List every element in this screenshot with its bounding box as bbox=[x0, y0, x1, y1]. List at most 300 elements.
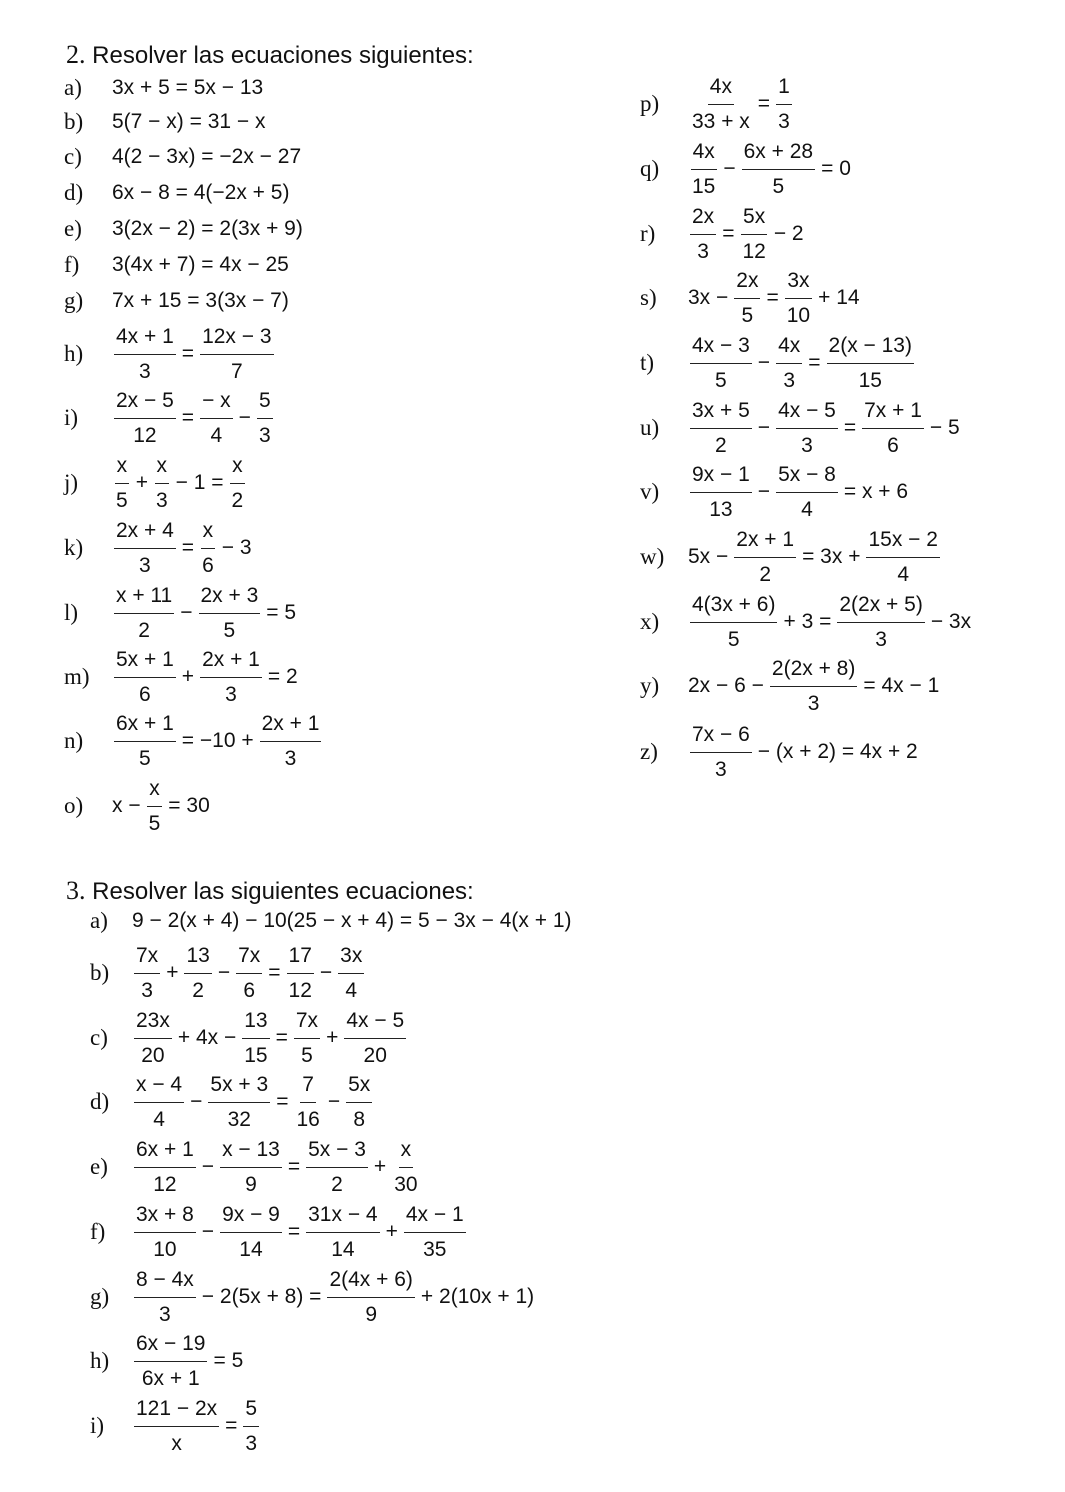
exercise-label: z) bbox=[640, 739, 658, 764]
equation-text: = bbox=[287, 1155, 301, 1178]
fraction bbox=[730, 268, 764, 329]
denominator: 12 bbox=[288, 978, 312, 1002]
denominator: 2 bbox=[192, 978, 204, 1002]
numerator: 121 − 2x bbox=[134, 1396, 219, 1427]
denominator: 4 bbox=[801, 497, 813, 521]
numerator: 7x + 1 bbox=[862, 398, 924, 429]
equation-text: 5(7 − x) = 31 − x bbox=[112, 110, 266, 133]
equation-text: = bbox=[181, 342, 195, 365]
equation-text: − bbox=[190, 1090, 203, 1113]
equation-text: = −10 + bbox=[181, 729, 254, 752]
numerator: 3x bbox=[338, 943, 364, 974]
fraction bbox=[342, 1072, 376, 1133]
denominator: 10 bbox=[786, 303, 811, 327]
equation-text: 5x − bbox=[688, 545, 729, 568]
equation-text: − bbox=[757, 480, 771, 503]
denominator: 3 bbox=[139, 359, 151, 383]
exercise-label: c) bbox=[90, 1025, 108, 1050]
section-heading: Resolver las siguientes ecuaciones: bbox=[92, 878, 474, 905]
numerator: 3x + 8 bbox=[134, 1202, 196, 1233]
denominator: 12 bbox=[133, 423, 157, 447]
denominator: 5 bbox=[715, 368, 727, 392]
fraction bbox=[862, 527, 943, 588]
equation-text: 4(2 − 3x) = −2x − 27 bbox=[112, 145, 302, 168]
fraction bbox=[686, 592, 781, 653]
exercise-label: h) bbox=[90, 1348, 110, 1373]
denominator: 6 bbox=[243, 978, 256, 1002]
fraction bbox=[730, 527, 800, 588]
exercise-label: f) bbox=[90, 1219, 106, 1244]
fraction bbox=[772, 74, 796, 135]
equation bbox=[686, 527, 944, 588]
fraction bbox=[216, 1202, 286, 1263]
equation-text: − 1 = bbox=[175, 471, 224, 494]
equation-text: − (x + 2) = 4x + 2 bbox=[757, 740, 918, 763]
numerator: 2(2x + 8) bbox=[770, 656, 857, 687]
equation-text: 3x + 5 = 5x − 13 bbox=[112, 76, 264, 99]
exercise-label: b) bbox=[64, 109, 84, 134]
equation-text: = 2 bbox=[267, 665, 298, 688]
numerator: 7x bbox=[134, 943, 160, 974]
denominator: 2 bbox=[759, 562, 772, 586]
equation bbox=[130, 1267, 536, 1328]
exercise-label: e) bbox=[90, 1154, 108, 1179]
numerator: 4x + 1 bbox=[114, 324, 176, 355]
fraction bbox=[686, 462, 756, 523]
numerator: 4x bbox=[708, 74, 734, 105]
denominator: 32 bbox=[227, 1107, 251, 1131]
fraction bbox=[130, 1396, 223, 1457]
numerator: x bbox=[201, 518, 216, 549]
numerator: 17 bbox=[287, 943, 314, 974]
fraction bbox=[781, 268, 816, 329]
fraction bbox=[256, 711, 326, 772]
fraction bbox=[143, 776, 167, 837]
fraction bbox=[150, 453, 174, 514]
denominator: 13 bbox=[709, 497, 733, 521]
numerator: 5 bbox=[257, 388, 273, 419]
numerator: 6x + 1 bbox=[114, 711, 176, 742]
numerator: 2x + 1 bbox=[200, 647, 262, 678]
exercise-3-i bbox=[90, 1386, 263, 1466]
equation-text: − bbox=[238, 406, 251, 429]
equation-text: 3(2x − 2) = 2(3x + 9) bbox=[112, 217, 303, 240]
denominator: 12 bbox=[153, 1172, 177, 1196]
numerator: 7x bbox=[236, 943, 262, 974]
equation-text: 3(4x + 7) = 4x − 25 bbox=[112, 253, 289, 276]
denominator: 3 bbox=[778, 109, 790, 133]
equation bbox=[110, 388, 277, 449]
fraction bbox=[196, 324, 277, 385]
numerator: 2x − 5 bbox=[114, 388, 176, 419]
numerator: 31x − 4 bbox=[306, 1202, 379, 1233]
numerator: x bbox=[230, 453, 245, 484]
denominator: 6 bbox=[202, 553, 214, 577]
equation-text: − bbox=[201, 1220, 215, 1243]
equation bbox=[130, 1072, 376, 1133]
equation-text: 3x − bbox=[688, 286, 729, 309]
fraction bbox=[110, 711, 180, 772]
equation bbox=[130, 943, 368, 1004]
denominator: 3 bbox=[159, 1302, 171, 1326]
fraction bbox=[130, 943, 164, 1004]
fraction bbox=[323, 1267, 418, 1328]
equation-text: = bbox=[275, 1026, 288, 1049]
equation bbox=[110, 776, 212, 837]
denominator: 3 bbox=[245, 1431, 258, 1455]
equation-text: = bbox=[766, 286, 779, 309]
equation-text: − bbox=[327, 1090, 341, 1113]
fraction bbox=[204, 1072, 274, 1133]
numerator: 4x bbox=[776, 333, 802, 364]
equation bbox=[686, 656, 941, 717]
equation-text: − bbox=[319, 961, 333, 984]
equation bbox=[110, 583, 298, 644]
fraction bbox=[334, 943, 368, 1004]
numerator: 4x − 5 bbox=[344, 1008, 406, 1039]
exercise-label: t) bbox=[640, 350, 655, 375]
denominator: 4 bbox=[897, 562, 910, 586]
denominator: 15 bbox=[858, 368, 882, 392]
denominator: 14 bbox=[331, 1237, 355, 1261]
equation-text: = 0 bbox=[821, 157, 851, 180]
equation-text: − bbox=[757, 351, 771, 374]
numerator: 5x bbox=[741, 204, 767, 235]
equation-text: = bbox=[181, 536, 195, 559]
fraction bbox=[290, 1072, 325, 1133]
fraction bbox=[239, 1396, 263, 1457]
numerator: 5x − 8 bbox=[776, 462, 838, 493]
fraction bbox=[196, 388, 237, 449]
denominator: 3 bbox=[875, 627, 887, 651]
numerator: 7 bbox=[300, 1072, 316, 1103]
numerator: 13 bbox=[242, 1008, 269, 1039]
equation-text: + 3 = bbox=[783, 610, 832, 633]
denominator: 6x + 1 bbox=[141, 1366, 200, 1390]
exercise-label: i) bbox=[64, 405, 79, 430]
denominator: 15 bbox=[692, 174, 716, 198]
equation-text: + bbox=[135, 471, 148, 494]
denominator: 12 bbox=[742, 239, 766, 263]
denominator: 7 bbox=[230, 359, 243, 383]
fraction bbox=[196, 647, 266, 708]
denominator: 4 bbox=[153, 1107, 165, 1131]
denominator: 2 bbox=[331, 1172, 343, 1196]
denominator: 5 bbox=[223, 618, 236, 642]
fraction bbox=[738, 139, 819, 200]
denominator: 4 bbox=[210, 423, 223, 447]
equation-text: 9 − 2(x + 4) − 10(25 − x + 4) = 5 − 3x − 4(x + 1) bbox=[132, 909, 572, 932]
equation-text: = bbox=[808, 351, 821, 374]
denominator: 9 bbox=[365, 1302, 378, 1326]
equation bbox=[110, 711, 325, 772]
denominator: 3 bbox=[783, 368, 795, 392]
equation bbox=[130, 1008, 410, 1069]
equation-text: − bbox=[180, 601, 193, 624]
fraction bbox=[232, 943, 266, 1004]
exercise-label: g) bbox=[90, 1284, 110, 1309]
exercise-label: m) bbox=[64, 664, 90, 689]
numerator: 6x + 1 bbox=[134, 1137, 196, 1168]
fraction bbox=[110, 453, 134, 514]
numerator: 2x bbox=[690, 204, 716, 235]
denominator: 3 bbox=[139, 553, 151, 577]
equation bbox=[130, 1331, 245, 1392]
exercise-label: a) bbox=[64, 75, 82, 100]
fraction bbox=[833, 592, 928, 653]
exercise-label: f) bbox=[64, 252, 80, 277]
denominator: 2 bbox=[231, 488, 244, 512]
fraction bbox=[226, 453, 250, 514]
equation bbox=[686, 398, 962, 459]
denominator: 5 bbox=[741, 303, 754, 327]
equation bbox=[686, 592, 973, 653]
equation bbox=[686, 268, 862, 329]
denominator: 5 bbox=[116, 488, 128, 512]
fraction bbox=[858, 398, 928, 459]
denominator: 35 bbox=[423, 1237, 447, 1261]
numerator: 8 − 4x bbox=[134, 1267, 196, 1298]
numerator: 1 bbox=[776, 74, 792, 105]
denominator: 30 bbox=[394, 1172, 418, 1196]
fraction bbox=[130, 1137, 200, 1198]
numerator: 4x − 3 bbox=[690, 333, 752, 364]
fraction bbox=[736, 204, 771, 265]
denominator: 5 bbox=[727, 627, 740, 651]
numerator: 7x bbox=[294, 1008, 320, 1039]
equation bbox=[110, 324, 278, 385]
equation-text: x − bbox=[112, 794, 141, 817]
denominator: 3 bbox=[715, 757, 727, 781]
equation bbox=[686, 462, 910, 523]
numerator: x − 13 bbox=[220, 1137, 282, 1168]
denominator: 15 bbox=[244, 1043, 268, 1067]
fraction bbox=[110, 388, 180, 449]
exercise-label: n) bbox=[64, 728, 84, 753]
equation-text: − bbox=[217, 961, 231, 984]
exercise-label: b) bbox=[90, 960, 110, 985]
equation-text: 7x + 15 = 3(3x − 7) bbox=[112, 289, 289, 312]
fraction bbox=[283, 943, 318, 1004]
equation-text: − bbox=[723, 157, 736, 180]
equation-text: − 3x bbox=[930, 610, 972, 633]
equation bbox=[686, 204, 806, 265]
fraction bbox=[216, 1137, 286, 1198]
equation bbox=[110, 289, 291, 313]
denominator: 3 bbox=[225, 682, 237, 706]
denominator: 6 bbox=[139, 682, 151, 706]
equation bbox=[686, 74, 796, 135]
equation bbox=[686, 139, 853, 200]
equation-text: = bbox=[722, 222, 735, 245]
numerator: x bbox=[155, 453, 170, 484]
equation bbox=[110, 453, 249, 514]
exercise-label: g) bbox=[64, 288, 84, 313]
numerator: 9x − 9 bbox=[220, 1202, 282, 1233]
section-number: 3. bbox=[66, 876, 86, 905]
equation bbox=[130, 1202, 470, 1263]
equation-text: − 2(5x + 8) = bbox=[201, 1285, 322, 1308]
exercise-label: w) bbox=[640, 544, 665, 569]
equation-text: + bbox=[326, 1026, 339, 1049]
fraction bbox=[110, 324, 180, 385]
equation-text: 2x − 6 − bbox=[688, 674, 764, 697]
equation-text: = bbox=[268, 961, 281, 984]
fraction bbox=[772, 398, 842, 459]
numerator: x bbox=[115, 453, 130, 484]
denominator: 5 bbox=[148, 811, 161, 835]
equation-text: + bbox=[373, 1155, 387, 1178]
fraction bbox=[686, 333, 756, 394]
equation-text: + 4x − bbox=[177, 1026, 237, 1049]
numerator: x bbox=[399, 1137, 414, 1168]
denominator: 3 bbox=[141, 978, 153, 1002]
numerator: 5x + 1 bbox=[114, 647, 176, 678]
denominator: 6 bbox=[887, 433, 899, 457]
equation bbox=[130, 1396, 263, 1457]
fraction bbox=[686, 398, 756, 459]
numerator: 5x bbox=[346, 1072, 372, 1103]
numerator: 2x bbox=[734, 268, 760, 299]
denominator: 3 bbox=[258, 423, 271, 447]
equation-text: 6x − 8 = 4(−2x + 5) bbox=[112, 181, 290, 204]
fraction bbox=[823, 333, 918, 394]
exercise-label: q) bbox=[640, 156, 660, 181]
equation-text: = 4x − 1 bbox=[863, 674, 940, 697]
numerator: x + 11 bbox=[114, 583, 174, 614]
denominator: 4 bbox=[345, 978, 358, 1002]
exercise-label: k) bbox=[64, 535, 84, 560]
numerator: 15x − 2 bbox=[866, 527, 939, 558]
numerator: 4x − 1 bbox=[404, 1202, 466, 1233]
denominator: 5 bbox=[772, 174, 785, 198]
fraction bbox=[130, 1331, 211, 1392]
denominator: 5 bbox=[139, 746, 151, 770]
exercise-label: h) bbox=[64, 341, 84, 366]
exercise-label: o) bbox=[64, 793, 84, 818]
numerator: 2(2x + 5) bbox=[837, 592, 924, 623]
denominator: 20 bbox=[363, 1043, 387, 1067]
numerator: 2x + 4 bbox=[114, 518, 176, 549]
numerator: 2x + 1 bbox=[734, 527, 796, 558]
fraction bbox=[130, 1267, 200, 1328]
equation bbox=[686, 722, 920, 783]
numerator: 9x − 1 bbox=[690, 462, 752, 493]
exercise-label: d) bbox=[64, 180, 84, 205]
exercise-label: l) bbox=[64, 600, 79, 625]
equation-text: − 5 bbox=[929, 416, 960, 439]
numerator: 7x − 6 bbox=[690, 722, 752, 753]
fraction bbox=[772, 462, 842, 523]
exercise-label: j) bbox=[64, 470, 79, 495]
fraction bbox=[302, 1137, 372, 1198]
fraction bbox=[686, 722, 756, 783]
equation bbox=[110, 518, 254, 579]
denominator: 3 bbox=[807, 691, 820, 715]
equation bbox=[130, 909, 574, 933]
denominator: 14 bbox=[239, 1237, 263, 1261]
denominator: 5 bbox=[301, 1043, 313, 1067]
denominator: 2 bbox=[715, 433, 727, 457]
numerator: 5x + 3 bbox=[208, 1072, 270, 1103]
equation-text: = bbox=[757, 92, 771, 115]
equation-text: + bbox=[385, 1220, 398, 1243]
exercise-label: i) bbox=[90, 1413, 105, 1438]
denominator: 33 + x bbox=[692, 109, 750, 133]
denominator: 3 bbox=[155, 488, 168, 512]
fraction bbox=[766, 656, 861, 717]
denominator: x bbox=[171, 1431, 182, 1455]
numerator: 2x + 3 bbox=[199, 583, 261, 614]
exercise-2-z bbox=[640, 712, 920, 792]
section-number: 2. bbox=[66, 40, 86, 69]
fraction bbox=[238, 1008, 273, 1069]
equation-text: = 5 bbox=[266, 601, 297, 624]
numerator: 4x − 5 bbox=[776, 398, 838, 429]
fraction bbox=[130, 1202, 200, 1263]
exercise-label: r) bbox=[640, 221, 656, 246]
equation bbox=[686, 333, 918, 394]
equation-text: + bbox=[166, 961, 179, 984]
numerator: − x bbox=[200, 388, 233, 419]
fraction bbox=[195, 583, 265, 644]
denominator: 10 bbox=[153, 1237, 177, 1261]
equation bbox=[110, 647, 300, 708]
fraction bbox=[110, 647, 180, 708]
numerator: 6x − 19 bbox=[134, 1331, 207, 1362]
exercise-label: d) bbox=[90, 1089, 110, 1114]
numerator: 2(4x + 6) bbox=[327, 1267, 414, 1298]
numerator: 3x + 5 bbox=[690, 398, 752, 429]
fraction bbox=[290, 1008, 324, 1069]
equation-text: = bbox=[181, 406, 195, 429]
fraction bbox=[253, 388, 277, 449]
equation-text: − 2 bbox=[773, 222, 804, 245]
numerator: 13 bbox=[184, 943, 211, 974]
numerator: x − 4 bbox=[134, 1072, 184, 1103]
equation-text: + bbox=[181, 665, 195, 688]
numerator: 2x + 1 bbox=[260, 711, 322, 742]
equation-text: − 3 bbox=[221, 536, 252, 559]
numerator: 12x − 3 bbox=[200, 324, 273, 355]
denominator: 16 bbox=[296, 1107, 320, 1131]
fraction bbox=[340, 1008, 410, 1069]
denominator: 2 bbox=[138, 618, 150, 642]
fraction bbox=[130, 1008, 176, 1069]
equation-text: + 2(10x + 1) bbox=[420, 1285, 535, 1308]
equation-text: = 3x + bbox=[802, 545, 861, 568]
equation-text: − bbox=[201, 1155, 215, 1178]
equation-text: + 14 bbox=[818, 286, 860, 309]
fraction bbox=[130, 1072, 188, 1133]
numerator: x bbox=[147, 776, 162, 807]
exercise-label: p) bbox=[640, 91, 660, 116]
equation bbox=[130, 1137, 424, 1198]
exercise-2-o bbox=[64, 766, 212, 846]
numerator: 3x bbox=[785, 268, 811, 299]
denominator: 8 bbox=[353, 1107, 366, 1131]
numerator: 6x + 28 bbox=[742, 139, 815, 170]
exercise-label: y) bbox=[640, 673, 660, 698]
numerator: 4(3x + 6) bbox=[690, 592, 777, 623]
equation-text: = 5 bbox=[213, 1349, 244, 1372]
exercise-label: a) bbox=[90, 908, 108, 933]
denominator: 3 bbox=[284, 746, 297, 770]
fraction bbox=[110, 518, 180, 579]
exercise-label: c) bbox=[64, 144, 82, 169]
fraction bbox=[772, 333, 806, 394]
equation-text: = bbox=[225, 1414, 238, 1437]
